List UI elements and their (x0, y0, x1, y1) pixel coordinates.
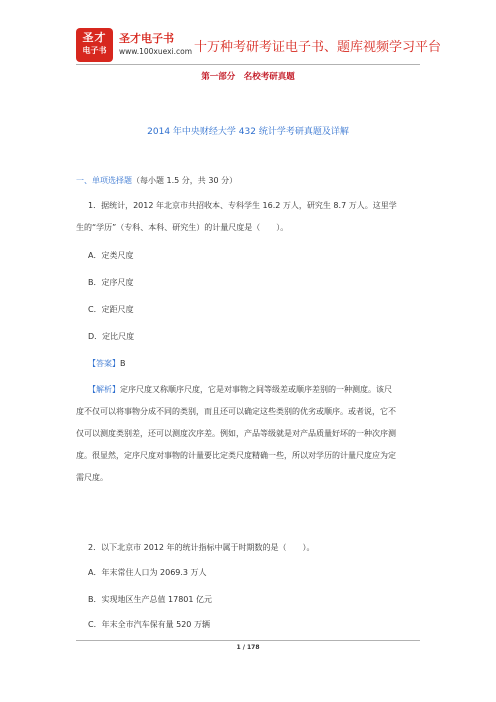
question-1-option-d: D．定比尺度 (88, 332, 135, 341)
logo-text-top: 圣才 (82, 31, 107, 44)
answer-tag: 【答案】 (88, 359, 120, 368)
section-label: 单项选择题 (92, 176, 132, 185)
header-slogan: 十万种考研考证电子书、题库视频学习平台 (194, 40, 442, 55)
analysis-line-1 (88, 379, 392, 400)
footer-divider (76, 640, 420, 641)
analysis-line-5: 需尺度。 (76, 473, 108, 482)
part-title: 第一部分 名校考研真题 (201, 72, 295, 82)
page-header (76, 28, 442, 64)
section-prefix: 一、 (76, 176, 92, 185)
question-2-stem: 2．以下北京市 2012 年的统计指标中属于时期数的是（ ）。 (88, 543, 315, 552)
question-2-option-b: B．实现地区生产总值 17801 亿元 (88, 595, 213, 604)
question-1-stem-line-2: 生的“学历”（专科、本科、研究生）的计量尺度是（ ）。 (76, 223, 289, 232)
answer-value: B (120, 359, 126, 368)
question-1-stem-line-1: 1．据统计，2012 年北京市共招收本、专科学生 16.2 万人，研究生 8.7 万人。这里学 (88, 201, 397, 210)
analysis-line-2: 度不仅可以将事物分成不同的类别，而且还可以确定这些类别的优劣或顺序。或者说，它不 (76, 407, 396, 416)
question-1-option-b: B．定序尺度 (88, 278, 134, 287)
section-note: （每小题 1.5 分，共 30 分） (132, 176, 238, 185)
analysis-text-1: 定序尺度又称顺序尺度，它是对事物之间等级差或顺序差别的一种测度。该尺 (120, 385, 392, 394)
analysis-line-4: 度。很显然，定序尺度对事物的计量要比定类尺度精确一些，所以对学历的计量尺度应为定 (76, 451, 396, 460)
question-2-option-a: A．年末常住人口为 2069.3 万人 (88, 568, 207, 577)
analysis-line-3: 仅可以测度类别差，还可以测度次序差。例如，产品等级就是对产品质量好坏的一种次序测 (76, 429, 396, 438)
section-heading (76, 170, 237, 191)
brand-logo (76, 28, 113, 62)
brand-url[interactable]: www.100xuexi.com (119, 47, 193, 56)
header-divider (76, 64, 420, 65)
analysis-tag: 【解析】 (88, 385, 120, 394)
question-1-option-c: C．定距尺度 (88, 305, 134, 314)
page-number: 1 / 178 (236, 644, 260, 651)
question-1-answer (88, 353, 126, 374)
question-2-option-c: C．年末全市汽车保有量 520 万辆 (88, 620, 210, 629)
logo-text-bottom: 电子书 (82, 46, 107, 55)
document-title: 2014 年中央财经大学 432 统计学考研真题及详解 (147, 127, 349, 137)
question-1-option-a: A．定类尺度 (88, 251, 134, 260)
brand-name: 圣才电子书 (119, 32, 174, 45)
